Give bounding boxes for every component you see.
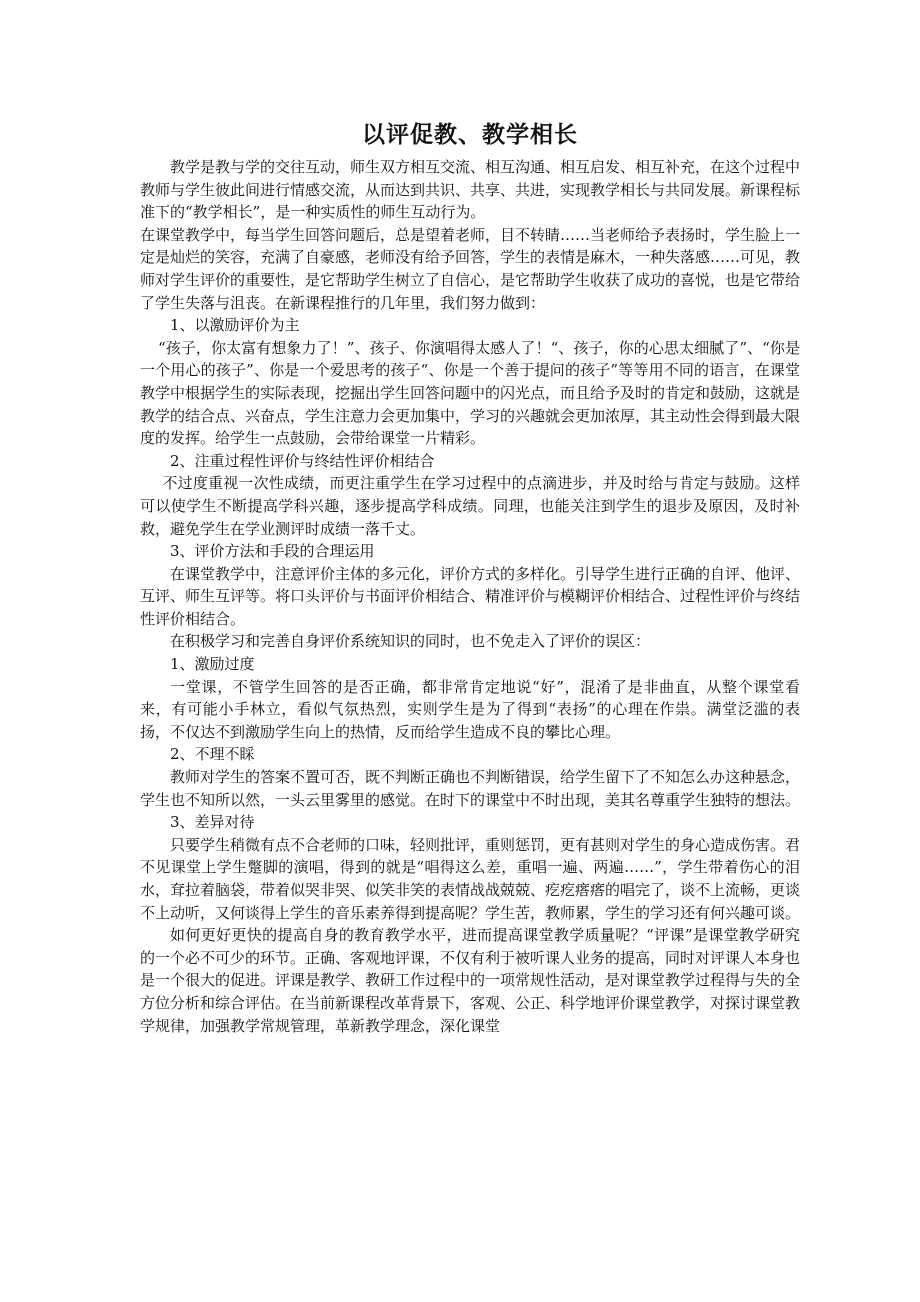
heading-excessive-praise: 1、激励过度 [170, 655, 255, 674]
paragraph-unequal-treatment: 只要学生稍微有点不合老师的口味，轻则批评，重则惩罚，更有甚则对学生的身心造成伤害。君不见课堂上学生蹩脚的演唱，得到的就是“唱得这么差，重唱一遍、两遍……”，学生带着伤心的泪水，耷拉着脑袋，带着似哭非哭、似笑非笑的表情战战兢兢、疙疙瘩瘩的唱完了，谈不上流畅，更谈不上动听，又何谈得上学生的音乐素养得到提高呢？学生苦，教师累，学生的学习还有何兴趣可谈。 [140, 835, 801, 922]
paragraph-lesson-review: 如何更好更快的提高自身的教育教学水平，进而提高课堂教学质量呢？“评课”是课堂教学研究的一个必不可少的环节。正确、客观地评课，不仅有利于被听课人业务的提高，同时对评课人本身也是一个很大的促进。评课是教学、教研工作过程中的一项常规性活动，是对课堂教学过程得与失的全方位分析和综合评估。在当前新课程改革背景下，客观、公正、科学地评价课堂教学，对探讨课堂教学规律，加强教学常规管理，革新教学理念，深化课堂 [140, 926, 801, 1035]
heading-ignoring: 2、不理不睬 [170, 745, 255, 764]
paragraph-excessive-praise: 一堂课，不管学生回答的是否正确，都非常肯定地说“好”，混淆了是非曲直，从整个课堂看来，有可能小手林立，看似气氛热烈，实则学生是为了得到“表扬”的心理在作祟。满堂泛滥的表扬，不仅达不到激励学生向上的热情，反而给学生造成不良的攀比心理。 [140, 677, 800, 741]
paragraph-praise-examples: “孩子，你太富有想象力了！”、孩子、你演唱得太感人了！“、孩子，你的心思太细腻了”、“你是一个用心的孩子”、你是一个爱思考的孩子“、你是一个善于提问的孩子”等等用不同的语言，在课堂教学中根据学生的实际表现，挖掘出学生回答问题中的闪光点，而且给予及时的肯定和鼓励，这就是教学的结合点、兴奋点，学生注意力会更加集中，学习的兴趣就会更加浓厚，其主动性会得到最大限度的发挥。给学生一点鼓励，会带给课堂一片精彩。 [140, 338, 801, 448]
document-page [140, 118, 800, 1037]
paragraph-evaluation-pitfalls: 在积极学习和完善自身评价系统知识的同时，也不免走入了评价的误区： [170, 632, 651, 651]
paragraph-evaluation-importance: 在课堂教学中，每当学生回答问题后，总是望着老师，目不转睛……当老师给予表扬时，学生脸上一定是灿烂的笑容，充满了自豪感，老师没有给予回答，学生的表情是麻木，一种失落感……可见，教师对学生评价的重要性，是它帮助学生树立了自信心，是它帮助学生收获了成功的喜悦，也是它带给了学生失落与沮丧。在新课程推行的几年里，我们努力做到： [140, 225, 801, 312]
paragraph-evaluation-methods: 在课堂教学中，注意评价主体的多元化，评价方式的多样化。引导学生进行正确的自评、他评、互评、师生互评等。将口头评价与书面评价相结合、精准评价与模糊评价相结合、过程性评价与终结性评价相结合。 [140, 564, 801, 628]
heading-incentive-evaluation: 1、以激励评价为主 [170, 316, 300, 335]
heading-unequal-treatment: 3、差异对待 [170, 813, 255, 832]
paragraph-intro: 教学是教与学的交往互动，师生双方相互交流、相互沟通、相互启发、相互补充，在这个过程中教师与学生彼此间进行情感交流，从而达到共识、共享、共进，实现教学相长与共同发展。新课程标准下的“教学相长”，是一种实质性的师生互动行为。 [140, 158, 801, 222]
paragraph-process-evaluation: 不过度重视一次性成绩，而更注重学生在学习过程中的点滴进步，并及时给与肯定与鼓励。这样可以使学生不断提高学科兴趣，逐步提高学科成绩。同理，也能关注到学生的退步及原因，及时补救，避免学生在学业测评时成绩一落千丈。 [140, 474, 800, 538]
document-title: 以评促教、教学相长 [362, 121, 578, 148]
heading-process-evaluation: 2、注重过程性评价与终结性评价相结合 [170, 451, 435, 470]
heading-evaluation-methods: 3、评价方法和手段的合理运用 [170, 542, 375, 561]
paragraph-ignoring: 教师对学生的答案不置可否，既不判断正确也不判断错误，给学生留下了不知怎么办这种悬念，学生也不知所以然，一头云里雾里的感觉。在时下的课堂中不时出现，美其名尊重学生独特的想法。 [140, 768, 801, 809]
